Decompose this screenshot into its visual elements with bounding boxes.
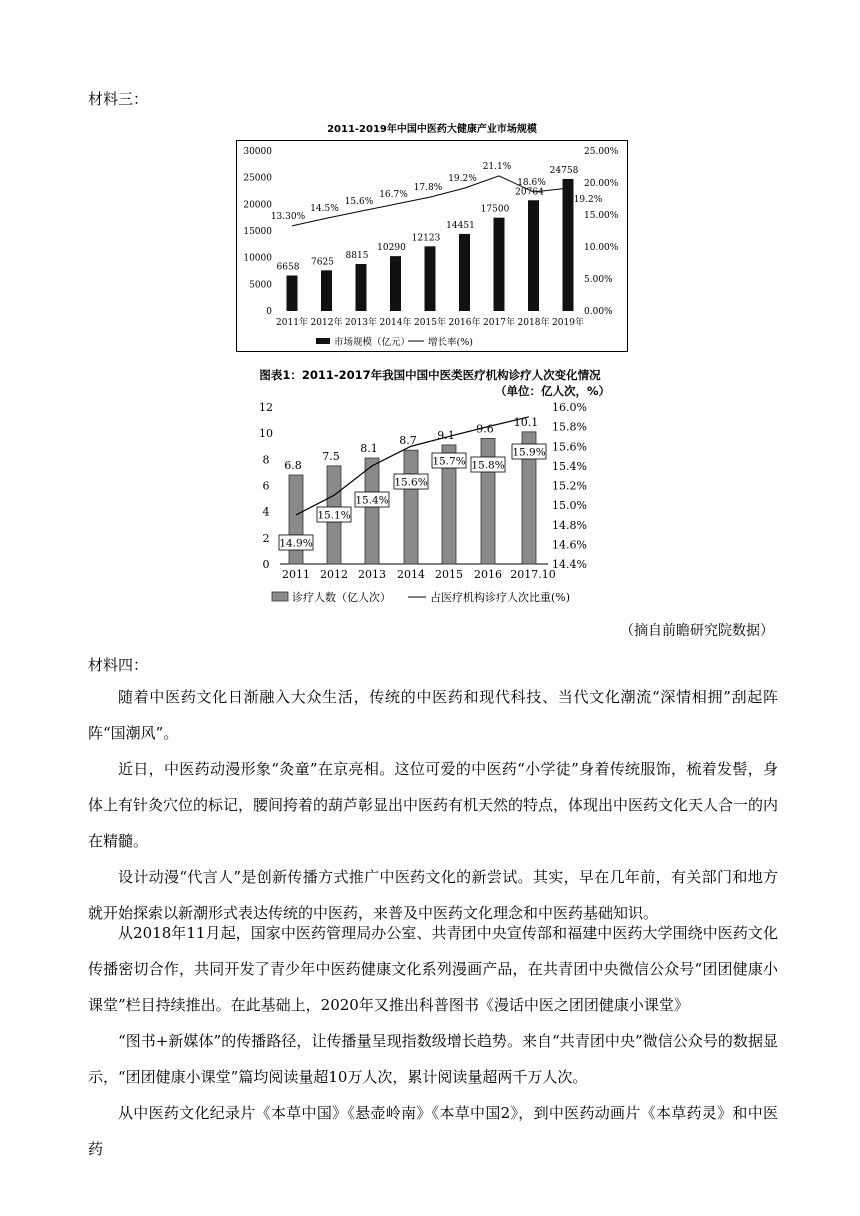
bar-value-label: 20764 — [515, 187, 544, 198]
bar — [356, 264, 367, 311]
x-tick-label: 2017年 — [483, 318, 515, 328]
line-value-label: 15.6% — [344, 197, 374, 208]
bar-value-label: 12123 — [411, 233, 441, 244]
y-right-tick-label: 14.6% — [552, 538, 587, 552]
bar — [365, 458, 379, 564]
y-right-tick-label: 14.8% — [552, 518, 587, 532]
bar-value-label: 9.6 — [476, 422, 494, 436]
bar — [459, 234, 470, 311]
y-left-tick-label: 20000 — [243, 200, 272, 211]
y-left-tick-label: 2 — [262, 531, 270, 545]
y-left-tick-label: 15000 — [243, 227, 272, 237]
y-right-tick-label: 15.2% — [552, 479, 587, 493]
bar — [425, 246, 436, 311]
x-tick-label: 2018年 — [517, 318, 550, 328]
line-value-label: 19.2% — [573, 195, 603, 206]
line-value-label: 13.30% — [270, 211, 306, 222]
legend-bar-swatch — [272, 592, 288, 601]
bar-value-label: 6.8 — [284, 459, 302, 473]
material-four-heading: 材料四： — [88, 656, 149, 674]
x-tick-label: 2011年 — [276, 318, 308, 328]
y-left-tick-label: 6 — [262, 479, 270, 493]
market-size-chart — [236, 116, 632, 354]
bar-value-label: 7.5 — [322, 449, 340, 463]
chart-subtitle: （单位：亿人次，%） — [494, 384, 610, 398]
y-left-tick-label: 10 — [259, 427, 273, 441]
legend-line-label: 增长率(%) — [428, 337, 473, 348]
chart-title: 图表1：2011-2017年我国中国中医类医疗机构诊疗人次变化情况 — [259, 368, 601, 382]
x-tick-label: 2019年 — [552, 318, 584, 328]
bar — [528, 200, 539, 311]
x-tick-label: 2012 — [320, 568, 348, 581]
bar-value-label: 14451 — [446, 220, 475, 231]
y-right-tick-label: 25.00% — [584, 147, 619, 157]
bar — [321, 270, 332, 311]
y-right-tick-label: 15.8% — [552, 420, 587, 434]
y-right-tick-label: 5.00% — [584, 275, 613, 285]
bar-value-label: 7625 — [311, 257, 334, 268]
y-right-tick-label: 16.0% — [552, 401, 587, 414]
y-left-tick-label: 0 — [262, 558, 270, 571]
x-tick-label: 2016年 — [448, 318, 481, 328]
y-right-tick-label: 0.00% — [584, 307, 613, 317]
y-right-tick-label: 15.6% — [552, 440, 587, 454]
bar-value-label: 6658 — [276, 262, 300, 273]
material-three-heading: 材料三： — [88, 90, 149, 108]
bar — [563, 179, 574, 311]
bar-value-label: 24758 — [549, 165, 579, 176]
visits-chart — [250, 364, 620, 612]
bar — [390, 256, 401, 311]
y-right-tick-label: 20.00% — [584, 179, 619, 189]
legend-bar-label: 市场规模（亿元） — [334, 337, 411, 348]
y-left-tick-label: 12 — [259, 401, 273, 414]
y-left-tick-label: 8 — [262, 453, 270, 467]
share-value-label: 15.6% — [394, 476, 428, 489]
paragraph-2: 近日，中医药动漫形象“灸童”在京亮相。这位可爱的中医药“小学徒”身着传统服饰，梳着发髻，身体上有针灸穴位的标记，腰间挎着的葫芦彰显出中医药有机天然的特点，体现出中医药文化天人合一的内在精髓。 — [88, 760, 779, 850]
line-value-label: 21.1% — [482, 161, 512, 172]
y-left-tick-label: 10000 — [243, 253, 272, 264]
legend-bar-swatch — [316, 338, 330, 344]
x-tick-label: 2013年 — [345, 318, 377, 328]
chart-title: 2011-2019年中国中医药大健康产业市场规模 — [327, 124, 537, 135]
paragraph-3: 设计动漫“代言人”是创新传播方式推广中医药文化的新尝试。其实，早在几年前，有关部门和地方就开始探索以新潮形式表达传统的中医药，来普及中医药文化理念和中医药基础知识。 — [88, 868, 778, 922]
x-tick-label: 2016 — [474, 568, 502, 581]
y-right-tick-label: 15.00% — [584, 211, 619, 221]
y-right-tick-label: 10.00% — [584, 243, 619, 253]
bar-value-label: 8.7 — [399, 434, 417, 448]
y-right-tick-label: 15.0% — [552, 499, 587, 513]
paragraph-5: “图书+新媒体”的传播路径，让传播量呈现指数级增长趋势。来自“共青团中央”微信公众号的数据显示，“团团健康小课堂”篇均阅读量超10万人次，累计阅读量超两千万人次。 — [88, 1032, 778, 1086]
share-value-label: 15.4% — [355, 494, 389, 507]
bar-value-label: 9.1 — [437, 428, 455, 442]
share-value-label: 15.9% — [512, 446, 546, 459]
line-value-label: 16.7% — [379, 190, 408, 201]
x-tick-label: 2014 — [397, 568, 425, 581]
share-value-label: 15.8% — [471, 459, 505, 472]
bar-value-label: 10.1 — [513, 415, 539, 429]
bar-value-label: 8815 — [345, 250, 369, 261]
bar — [287, 275, 298, 311]
x-tick-label: 2015年 — [414, 318, 446, 328]
paragraph-6: 从中医药文化纪录片《本草中国》《悬壶岭南》《本草中国2》，到中医药动画片《本草药灵》和中医药 — [88, 1104, 778, 1158]
share-value-label: 14.9% — [279, 537, 313, 550]
paragraph-1: 随着中医药文化日渐融入大众生活，传统的中医药和现代科技、当代文化潮流“深情相拥”刮起阵阵“国潮风”。 — [88, 688, 778, 742]
bar — [289, 475, 303, 564]
bar-value-label: 8.1 — [360, 442, 378, 456]
legend-line-label: 占医疗机构诊疗人次比重(%) — [430, 591, 571, 604]
y-left-tick-label: 0 — [266, 307, 272, 317]
line-value-label: 19.2% — [448, 174, 477, 185]
y-left-tick-label: 25000 — [243, 173, 272, 184]
x-tick-label: 2011 — [282, 568, 310, 581]
bar-value-label: 10290 — [377, 243, 406, 254]
bar-value-label: 17500 — [480, 204, 510, 215]
share-value-label: 15.7% — [432, 455, 466, 468]
x-tick-label: 2012年 — [310, 318, 343, 328]
bar — [494, 218, 505, 311]
y-right-tick-label: 15.4% — [552, 459, 587, 473]
x-tick-label: 2013 — [358, 568, 386, 581]
x-tick-label: 2017.10 — [510, 568, 556, 581]
x-tick-label: 2015 — [435, 568, 463, 581]
source-note: （摘自前瞻研究院数据） — [620, 623, 774, 639]
legend-bar-label: 诊疗人数（亿人次） — [292, 591, 391, 604]
y-left-tick-label: 30000 — [243, 147, 272, 157]
y-right-tick-label: 14.4% — [552, 558, 587, 571]
y-left-tick-label: 4 — [262, 505, 270, 519]
y-left-tick-label: 5000 — [249, 280, 272, 291]
bar — [404, 450, 418, 564]
x-tick-label: 2014年 — [379, 318, 412, 328]
line-value-label: 14.5% — [310, 204, 339, 215]
share-value-label: 15.1% — [317, 509, 351, 522]
line-value-label: 17.8% — [413, 183, 443, 194]
line-value-label: 18.6% — [517, 177, 546, 188]
paragraph-4: 从2018年11月起，国家中医药管理局办公室、共青团中央宣传部和福建中医药大学围绕中医药文化传播密切合作，共同开发了青少年中医药健康文化系列漫画产品，在共青团中央微信公众号“团团健康小课堂”栏目持续推出。在此基础上，2020年又推出科普图书《漫话中医之团团健康小课堂》 — [88, 924, 778, 1014]
